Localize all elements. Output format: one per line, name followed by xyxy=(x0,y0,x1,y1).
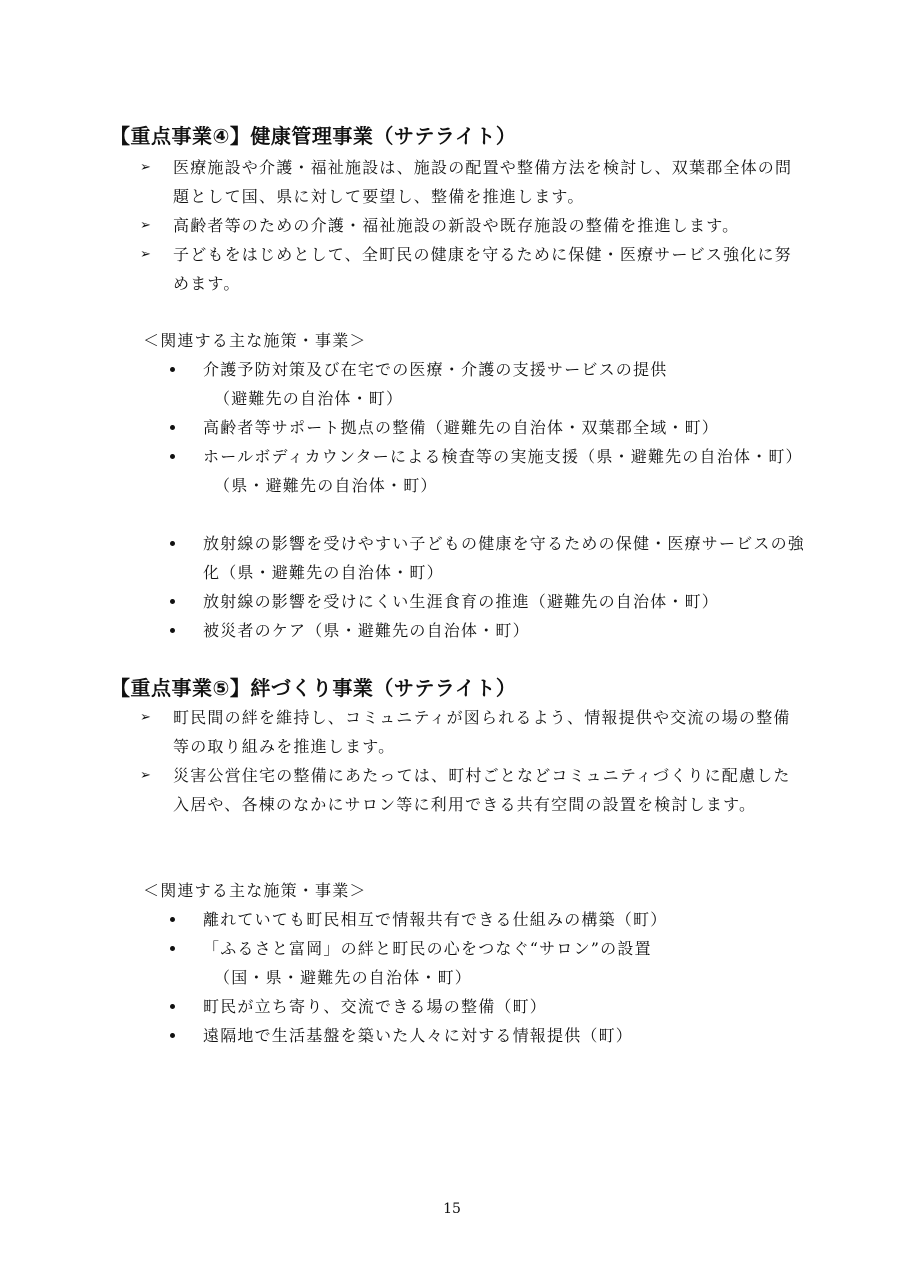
section4-related-title: ＜関連する主な施策・事業＞ xyxy=(143,331,367,350)
arrow-item-text: 医療施設や介護・福祉施設は、施設の配置や整備方法を検討し、双葉郡全体の問題として国、県に対して要望し、整備を推進します。 xyxy=(173,158,793,206)
section4-arrow-item xyxy=(140,240,805,298)
section5-bullet xyxy=(170,934,805,992)
section4-bullet xyxy=(170,442,805,500)
bullet-text: 放射線の影響を受けやすい子どもの健康を守るための保健・医療サービスの強化（県・避難先の自治体・町） xyxy=(203,534,806,582)
section5-bullet xyxy=(170,1021,805,1050)
arrow-item-text: 子どもをはじめとして、全町民の健康を守るために保健・医療サービス強化に努めます。 xyxy=(173,245,792,293)
section4-arrow-item xyxy=(140,153,805,211)
bullet-text: 介護予防対策及び在宅での医療・介護の支援サービスの提供 xyxy=(203,360,668,379)
section5-arrow-item xyxy=(140,703,805,761)
arrow-item-text: 町民間の絆を維持し、コミュニティが図られるよう、情報提供や交流の場の整備等の取り組みを推進します。 xyxy=(173,708,791,756)
bullet-dot-icon xyxy=(170,917,175,922)
bullet-subtext: （県・避難先の自治体・町） xyxy=(214,476,438,495)
section4-bullet xyxy=(170,413,805,442)
arrow-bullet-icon: ➢ xyxy=(140,160,153,175)
section4-bullet xyxy=(170,355,805,413)
section5-heading: 【重点事業⑤】絆づくり事業（サテライト） xyxy=(110,676,517,700)
section5-bullet xyxy=(170,905,805,934)
bullet-dot-icon xyxy=(170,367,175,372)
bullet-dot-icon xyxy=(170,425,175,430)
section5-bullet xyxy=(170,992,805,1021)
bullet-text: 放射線の影響を受けにくい生涯食育の推進（避難先の自治体・町） xyxy=(203,592,720,611)
section4-bullet xyxy=(170,616,805,645)
arrow-bullet-icon: ➢ xyxy=(140,710,153,725)
bullet-dot-icon xyxy=(170,946,175,951)
bullet-text: 町民が立ち寄り、交流できる場の整備（町） xyxy=(203,997,548,1016)
arrow-bullet-icon: ➢ xyxy=(140,218,153,233)
bullet-dot-icon xyxy=(170,628,175,633)
bullet-subtext: （避難先の自治体・町） xyxy=(214,389,404,408)
section4-heading: 【重点事業④】健康管理事業（サテライト） xyxy=(110,124,517,148)
section4-bullet xyxy=(170,529,805,587)
bullet-text: 被災者のケア（県・避難先の自治体・町） xyxy=(203,621,530,640)
section4-arrow-item xyxy=(140,211,805,240)
bullet-text: 遠隔地で生活基盤を築いた人々に対する情報提供（町） xyxy=(203,1026,634,1045)
arrow-bullet-icon: ➢ xyxy=(140,247,153,262)
arrow-item-text: 高齢者等のための介護・福祉施設の新設や既存施設の整備を推進します。 xyxy=(173,216,740,235)
bullet-dot-icon xyxy=(170,599,175,604)
bullet-subtext: （国・県・避難先の自治体・町） xyxy=(214,968,473,987)
bullet-dot-icon xyxy=(170,541,175,546)
page-number: 15 xyxy=(443,1201,461,1217)
section5-related-title: ＜関連する主な施策・事業＞ xyxy=(143,881,367,900)
bullet-dot-icon xyxy=(170,1033,175,1038)
arrow-bullet-icon: ➢ xyxy=(140,768,153,783)
bullet-dot-icon xyxy=(170,1004,175,1009)
bullet-dot-icon xyxy=(170,454,175,459)
bullet-text: ホールボディカウンターによる検査等の実施支援（県・避難先の自治体・町） xyxy=(203,447,803,466)
section5-arrow-item xyxy=(140,761,805,819)
bullet-text: 「ふるさと富岡」の絆と町民の心をつなぐ“サロン”の設置 xyxy=(203,939,652,958)
bullet-text: 高齢者等サポート拠点の整備（避難先の自治体・双葉郡全域・町） xyxy=(203,418,720,437)
section4-bullet xyxy=(170,587,805,616)
bullet-text: 離れていても町民相互で情報共有できる仕組みの構築（町） xyxy=(203,910,668,929)
arrow-item-text: 災害公営住宅の整備にあたっては、町村ごとなどコミュニティづくりに配慮した入居や、各棟のなかにサロン等に利用できる共有空間の設置を検討します。 xyxy=(173,766,791,814)
